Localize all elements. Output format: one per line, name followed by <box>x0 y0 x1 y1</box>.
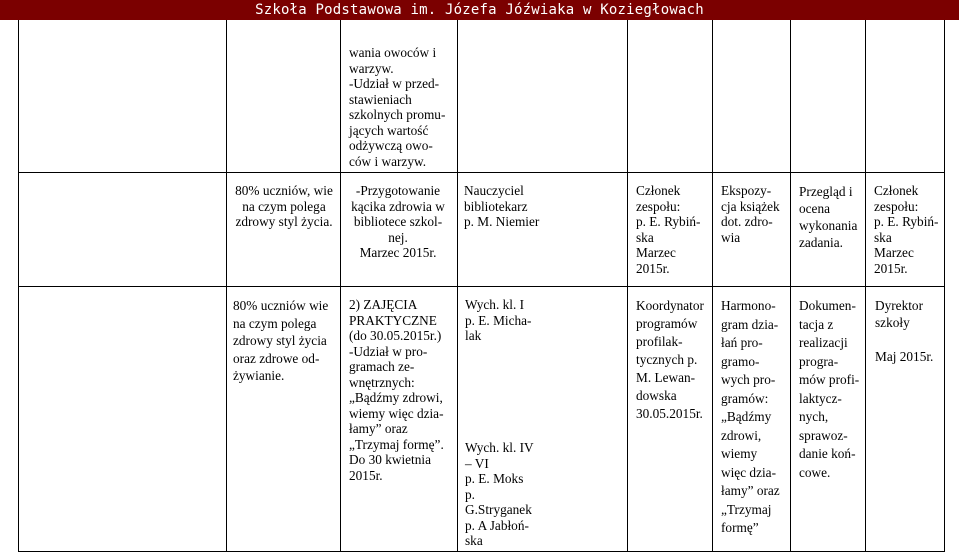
row3-director-cell: Dyrektor szkoły Maj 2015r. <box>875 298 934 364</box>
grid-line <box>18 172 945 173</box>
row3-responsible-cell-a: Wych. kl. I p. E. Micha- lak <box>465 297 532 343</box>
row2-team-member-cell: Członek zespołu: p. E. Rybiń- ska Marzec 2015r. <box>636 183 701 276</box>
row3-documentation-cell: Dokumen- tacja z realizacji progra- mów profi- laktycz- nych, sprawoz- danie koń- cowe. <box>799 298 860 480</box>
row3-responsible-cell-b: Wych. kl. IV – VI p. E. Moks p. G.Stryganek p. A Jabłoń- ska <box>465 440 534 548</box>
row3-coordinator-cell: Koordynator programów profilak- tycznych p. M. Lewan- dowska 30.05.2015r. <box>636 298 704 421</box>
page-header <box>0 0 959 20</box>
row3-activity-cell: 2) ZAJĘCIA PRAKTYCZNE (do 30.05.2015r.) -Udział w pro- gramach ze- wnętrznych: „Bądźmy zdrowi, wiemy więc dzia- łamy” oraz „Trzymaj formę”. Do 30 kwietnia 2015r. <box>349 297 444 483</box>
row3-goal-cell: 80% uczniów wie na czym polega zdrowy styl życia oraz zdrowe od- żywianie. <box>233 298 329 383</box>
plan-table <box>0 20 959 552</box>
grid-line <box>18 286 945 287</box>
school-name: Szkoła Podstawowa im. Józefa Jóźwiaka w Koziegłowach <box>255 2 704 18</box>
row1-activity-cell: wania owoców i warzyw. -Udział w przed- stawieniach szkolnych promu- jących wartość odżywczą owo- ców i warzyw. <box>349 45 446 169</box>
row2-activity-cell: -Przygotowanie kącika zdrowia w bibliotece szkol- nej. Marzec 2015r. <box>351 183 445 260</box>
row3-schedule-cell: Harmono- gram dzia- łań pro- gramo- wych pro- gramów: „Bądźmy zdrowi, wiemy więc dzia- łamy” oraz „Trzymaj formę” <box>721 298 780 535</box>
row2-responsible-cell: Nauczyciel bibliotekarz p. M. Niemier <box>464 183 540 229</box>
row2-evaluation-cell: Przegląd i ocena wykonania zadania. <box>799 184 858 250</box>
row2-effect-cell: Ekspozy- cja książek dot. zdro- wia <box>721 183 780 245</box>
row2-member-cell: Członek zespołu: p. E. Rybiń- ska Marzec 2015r. <box>874 183 939 276</box>
row2-goal-cell: 80% uczniów, wie na czym polega zdrowy styl życia. <box>235 183 333 229</box>
